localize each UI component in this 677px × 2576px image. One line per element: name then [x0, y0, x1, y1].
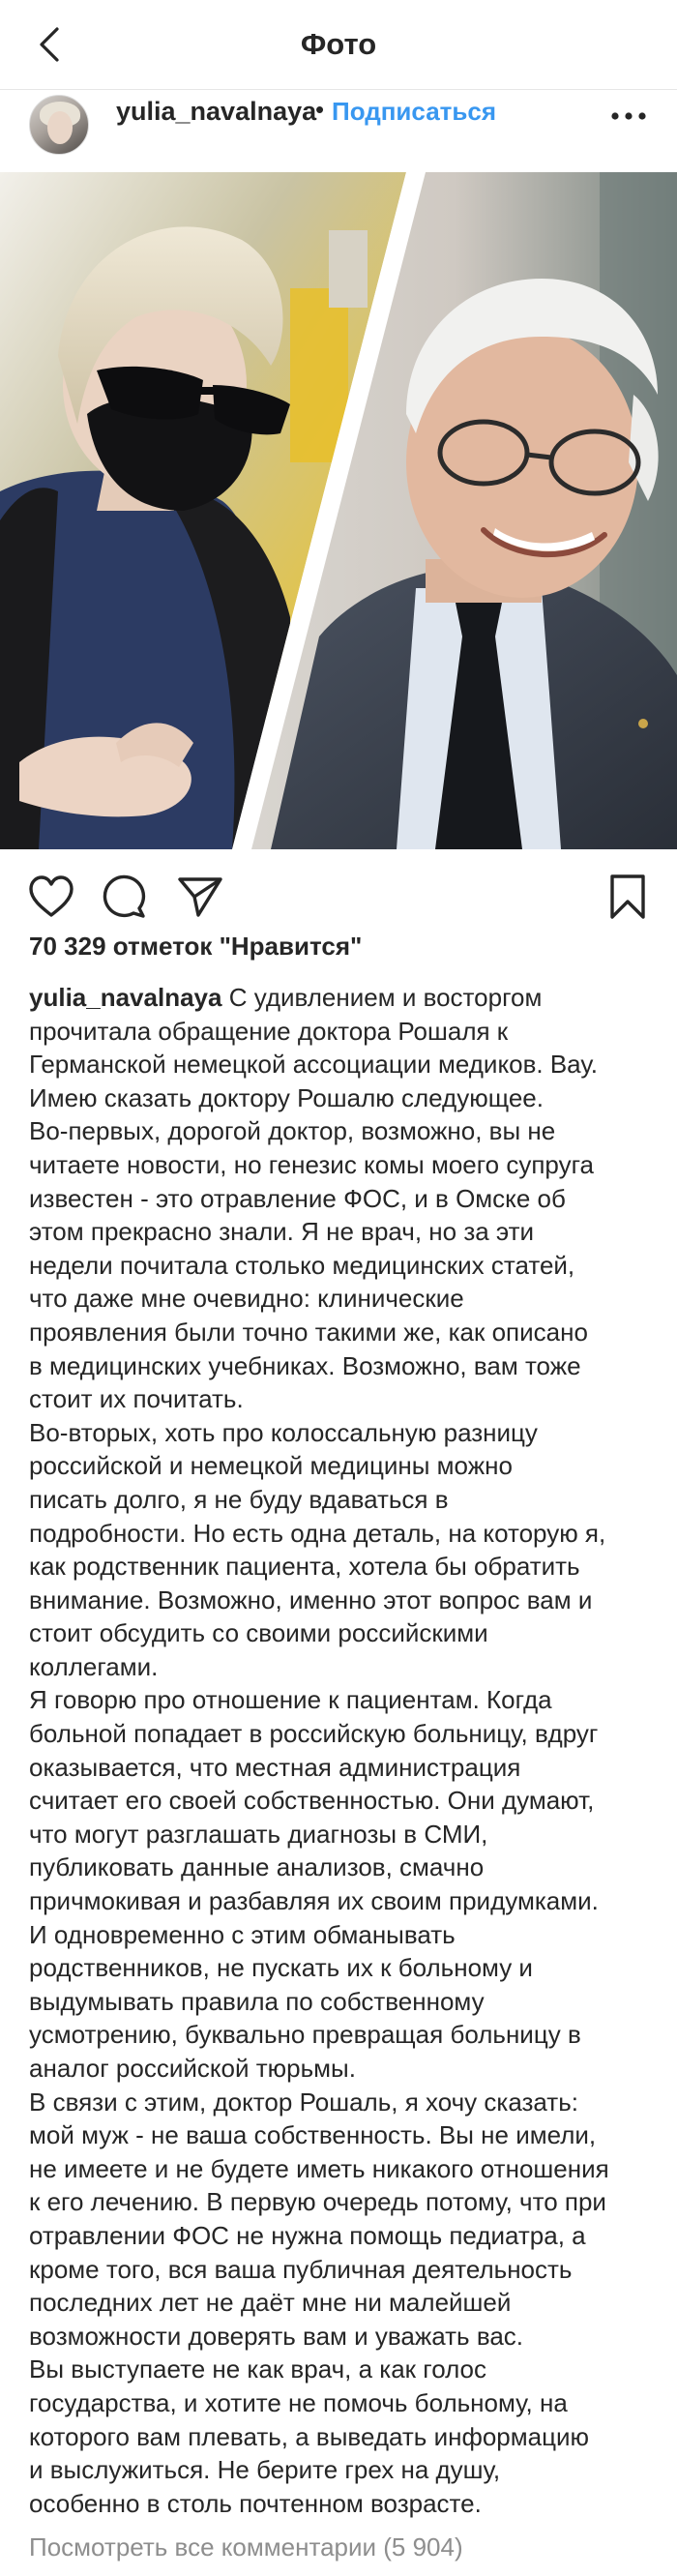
follow-button[interactable]: Подписаться: [332, 97, 497, 126]
post-photo[interactable]: [0, 172, 677, 849]
caption-line: Во-первых, дорогой доктор, возможно, вы не: [29, 1116, 556, 1146]
comment-button[interactable]: [99, 871, 151, 923]
share-button[interactable]: [174, 871, 226, 923]
caption-line: аналог российской тюрьмы.: [29, 2054, 356, 2083]
caption-line: стоит их почитать.: [29, 1384, 244, 1414]
caption-line: причмокивая и разбавляя их своим придумками.: [29, 1886, 599, 1916]
caption-line: больной попадает в российскую больницу, вдруг: [29, 1719, 599, 1749]
caption-line: прочитала обращение доктора Рошаля к: [29, 1016, 509, 1046]
caption-line: этом прекрасно знали. Я не врач, но за эти: [29, 1217, 535, 1247]
post-username[interactable]: yulia_navalnaya: [116, 97, 317, 126]
caption-line: выдумывать правила по собственному: [29, 1986, 485, 2016]
caption-line: проявления были точно такими же, как описано: [29, 1317, 588, 1347]
view-all-comments-link[interactable]: Посмотреть все комментарии (5 904): [29, 2532, 463, 2561]
like-button[interactable]: [25, 871, 77, 923]
caption-line: Вы выступаете не как врач, а как голос: [29, 2354, 487, 2384]
caption-line: и выслужиться. Не берите грех на душу,: [29, 2455, 501, 2485]
caption-line: коллегами.: [29, 1651, 159, 1681]
caption-line: что могут разглашать диагнозы в СМИ,: [29, 1819, 488, 1849]
share-icon: [177, 875, 223, 918]
bookmark-icon: [608, 873, 647, 920]
caption-line: что даже мне очевидно: клинические: [29, 1284, 464, 1314]
caption-line: И одновременно с этим обманывать: [29, 1919, 456, 1949]
caption-line: Имею сказать доктору Рошалю следующее.: [29, 1082, 544, 1112]
caption-line: государства, и хотите не помочь больному, на: [29, 2387, 568, 2417]
caption-line: Во-вторых, хоть про колоссальную разницу: [29, 1417, 538, 1447]
caption-username[interactable]: yulia_navalnaya: [29, 983, 222, 1012]
save-button[interactable]: [602, 871, 654, 923]
caption-line: к его лечению. В первую очередь потому, что при: [29, 2187, 606, 2217]
caption-line: Германской немецкой ассоциации медиков. Вау.: [29, 1050, 598, 1080]
caption-line: считает его своей собственностью. Они думают,: [29, 1786, 595, 1816]
caption-line: недели почитала столько медицинских статей,: [29, 1250, 575, 1280]
caption-line: возможности доверять вам и уважать вас.: [29, 2321, 524, 2351]
separator-dot: •: [315, 95, 325, 124]
post-actions: [0, 861, 677, 929]
caption-line: кроме того, вся ваша публичная деятельность: [29, 2254, 573, 2284]
caption-first-line: [29, 981, 658, 1015]
caption-text: С удивлением и восторгом: [228, 983, 543, 1012]
more-horizontal-icon: [609, 111, 648, 121]
caption-line: не имеете и не будете иметь никакого отношения: [29, 2153, 609, 2183]
avatar[interactable]: [29, 95, 89, 155]
comment-icon: [103, 874, 147, 919]
caption-line: в медицинских учебниках. Возможно, вам тоже: [29, 1350, 581, 1380]
caption-line: читаете новости, но генезис комы моего супруга: [29, 1149, 594, 1179]
more-options-button[interactable]: [602, 95, 656, 137]
caption-line: родственников, не пускать их к больному и: [29, 1953, 533, 1983]
caption-line: отравлении ФОС не нужна помощь педиатра, а: [29, 2220, 586, 2250]
caption-line: писать долго, я не буду вдаваться в: [29, 1484, 449, 1514]
caption-line: внимание. Возможно, именно этот вопрос вам и: [29, 1584, 593, 1614]
caption-line: особенно в столь почтенном возрасте.: [29, 2488, 482, 2518]
caption-line: которого вам плевать, а выведать информацию: [29, 2421, 590, 2451]
collage-photo: [0, 172, 677, 849]
top-bar: [0, 0, 677, 90]
caption-line: мой муж - не ваша собственность. Вы не имели,: [29, 2120, 597, 2150]
post-caption: [29, 981, 658, 2520]
caption-line: усмотрению, буквально превращая больницу в: [29, 2020, 581, 2050]
caption-line: Я говорю про отношение к пациентам. Когда: [29, 1685, 552, 1715]
caption-line: оказывается, что местная администрация: [29, 1752, 521, 1782]
page-title: Фото: [300, 27, 377, 61]
caption-line: последних лет не даёт мне ни малейшей: [29, 2288, 512, 2318]
heart-icon: [28, 875, 74, 918]
caption-line: российской и немецкой медицины можно: [29, 1451, 513, 1481]
caption-body: [29, 1015, 658, 2521]
caption-line: известен - это отравление ФОС, и в Омске об: [29, 1183, 566, 1213]
caption-line: как родственник пациента, хотела бы обратить: [29, 1552, 580, 1582]
caption-line: В связи с этим, доктор Рошаль, я хочу сказать:: [29, 2087, 578, 2117]
caption-line: подробности. Но есть одна деталь, на которую я,: [29, 1518, 606, 1548]
caption-line: стоит обсудить со своими российскими: [29, 1618, 488, 1648]
caption-line: публиковать данные анализов, смачно: [29, 1852, 485, 1882]
likes-count[interactable]: 70 329 отметок "Нравится": [29, 932, 363, 961]
